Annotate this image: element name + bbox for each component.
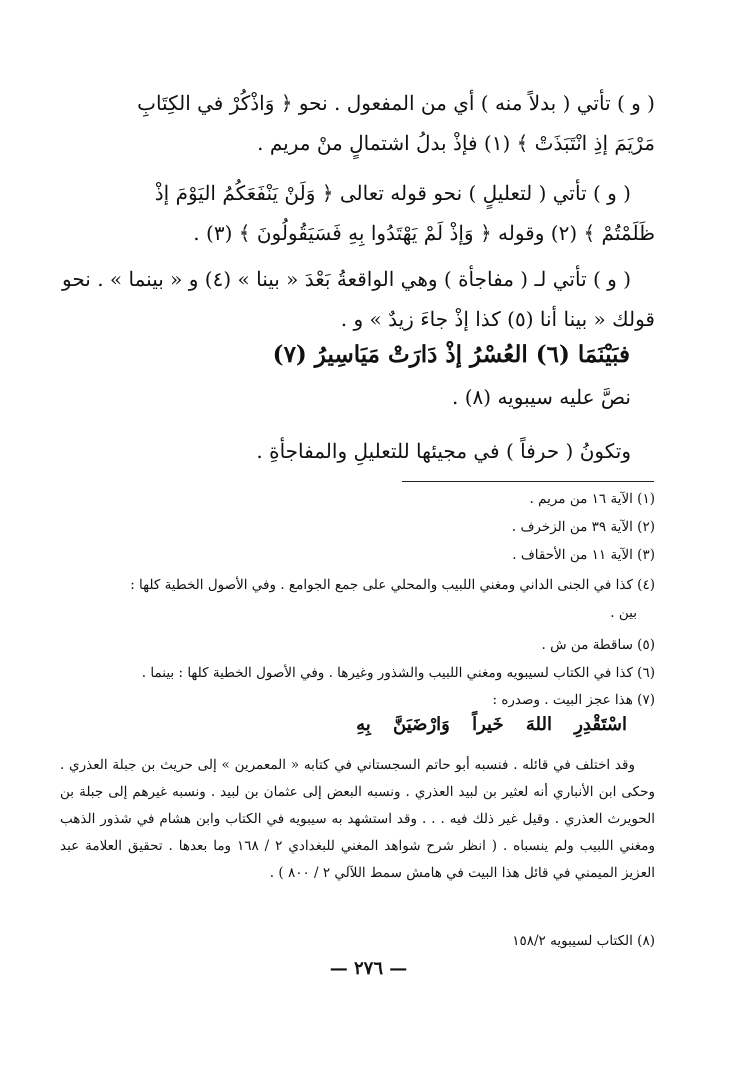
main-text — [60, 88, 655, 158]
footnote-7-verse: اسْتَقْدِرِ اللهَ خَيراً وَارْضَيَنَّ بِهِ — [356, 714, 627, 735]
footnote-separator — [402, 481, 654, 482]
para4 — [60, 382, 655, 412]
footnote-8: (٨) الكتاب لسيبويه ١٥٨/٢ — [512, 933, 655, 949]
harf-note: وتكونُ ( حرفاً ) في مجيئها للتعليلِ والمفاجأةِ . — [256, 439, 631, 463]
footnote-7-intro: (٧) هذا عجز البيت . وصدره : — [492, 692, 655, 708]
footnote-1: (١) الآية ١٦ من مريم . — [529, 491, 655, 507]
para1-line1: ( و ) تأتي ( بدلاً منه ) أي من المفعول . نحو ﴿ وَاذْكُرْ في الكِتَابِ — [137, 91, 655, 115]
footnotes — [60, 490, 655, 960]
page-number: — ٢٧٦ — — [329, 958, 408, 979]
footnote-5: (٥) ساقطة من ش . — [541, 637, 655, 653]
main-text-para3 — [60, 264, 655, 334]
footnote-3: (٣) الآية ١١ من الأحقاف . — [512, 547, 655, 563]
verse-line — [60, 340, 655, 370]
footnote-6: (٦) كذا في الكتاب لسيبويه ومغني اللبيب والشذور وغيرها . وفي الأصول الخطية كلها : بينما . — [141, 665, 655, 681]
footnote-4-line1: (٤) كذا في الجنى الداني ومغني اللبيب والمحلي على جمع الجوامع . وفي الأصول الخطية كلها : — [130, 577, 655, 593]
poetry-verse: فبَيْنَمَا (٦) العُسْرُ إذْ دَارَتْ مَيَاسِيرُ (٧) — [272, 341, 630, 368]
footnote-2: (٢) الآية ٣٩ من الزخرف . — [511, 519, 655, 535]
main-text-para2 — [60, 178, 655, 248]
para2-line2: ظَلَمْتُمْ ﴾ (٢) وقوله ﴿ وَإذْ لَمْ يَهْتَدُوا بِهِ فَسَيَقُولُونَ ﴾ (٣) . — [193, 221, 655, 245]
footnote-7-body: وقد اختلف في قائله . فنسبه أبو حاتم السجستاني في كتابه « المعمرين » إلى حريث بن جبلة العذري . وحكى ابن الأنباري أنه لعثير بن لبيد العذري . ونسبه البعض إلى عثمان بن لبيد . ونسبه غيرهم إلى جبلة بن الحويرث العذري . وقيل غير ذلك فيه . . . وقد استشهد به سيبويه في الكتاب وابن هشام في شذور الذهب ومغني اللبيب ولم ينسباه . ( انظر شرح شواهد المغني للبغدادي ٢ / ١٦٨ وما بعدها . تحقيق العلامة عبد العزيز الميمني في قائل هذا البيت في هامش سمط اللآلي ٢ / ٨٠٠ ) . — [60, 757, 655, 881]
para2-line1: ( و ) تأتي ( لتعليلٍ ) نحو قوله تعالى ﴿ وَلَنْ يَنْفَعَكُمُ اليَوْمَ إذْ — [154, 181, 631, 205]
para5 — [60, 436, 655, 466]
para3-line2: قولك « بينا أنا (٥) كذا إذْ جاءَ زيدٌ » و . — [340, 307, 655, 331]
para3-line1: ( و ) تأتي لـ ( مفاجأة ) وهي الواقعةُ بَعْدَ « بينا » (٤) و « بينما » . نحو — [62, 267, 631, 291]
sibawayh-note: نصَّ عليه سيبويه (٨) . — [452, 385, 631, 409]
para1-line2: مَرْيَمَ إذِ انْتَبَذَتْ ﴾ (١) فإذْ بدلُ اشتمالٍ منْ مريم . — [257, 131, 655, 155]
footnote-4-line2: بين . — [610, 605, 637, 621]
